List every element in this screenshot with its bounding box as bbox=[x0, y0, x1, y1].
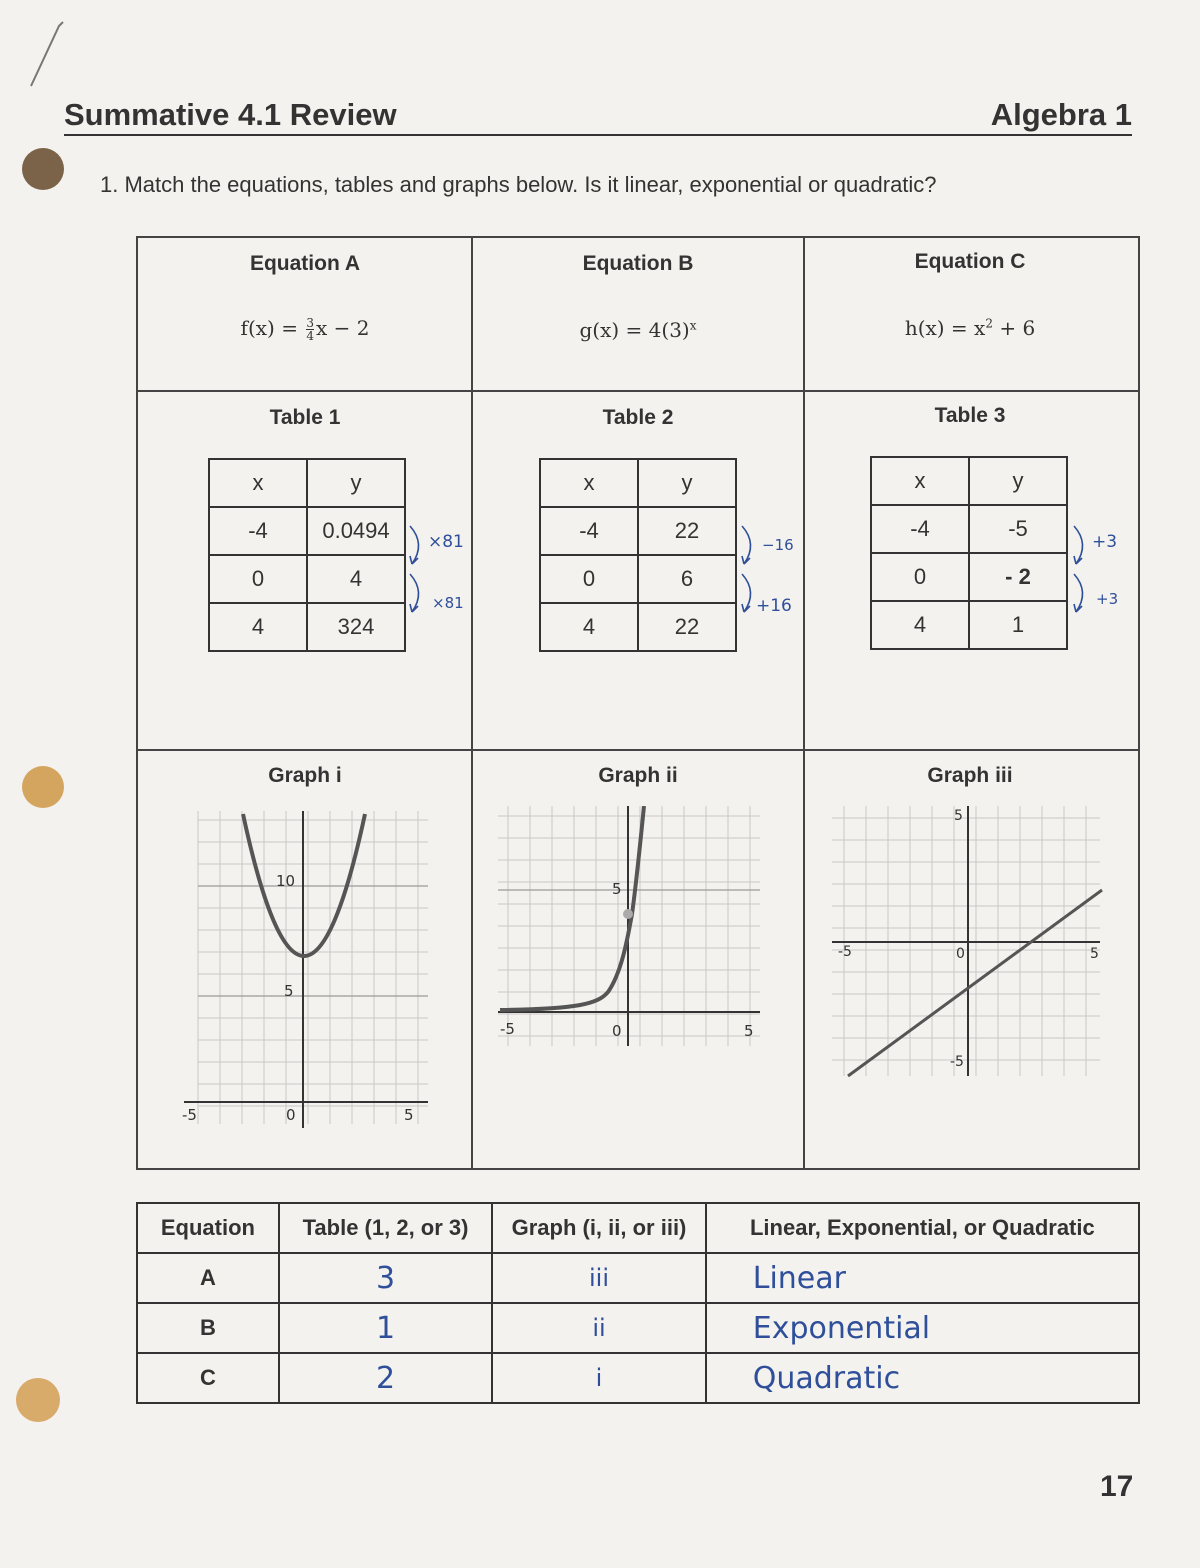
answer-graph[interactable]: iii bbox=[492, 1253, 705, 1303]
equation-b-exponent: x bbox=[689, 318, 697, 333]
table-header-y: y bbox=[969, 457, 1067, 505]
answers-header-graph: Graph (i, ii, or iii) bbox=[492, 1203, 705, 1253]
graph-iii-title: Graph iii bbox=[927, 764, 1013, 787]
table-header-y: y bbox=[638, 459, 736, 507]
table-3-title: Table 3 bbox=[934, 404, 1006, 427]
answer-table[interactable]: 1 bbox=[279, 1303, 492, 1353]
graph-i-origin: 0 bbox=[286, 1106, 296, 1124]
table-3-note-1: +3 bbox=[1092, 532, 1118, 552]
answer-graph[interactable]: i bbox=[492, 1353, 705, 1403]
table-row bbox=[137, 1253, 1139, 1303]
table-3 bbox=[870, 456, 1068, 650]
equation-c-title: Equation C bbox=[914, 250, 1026, 273]
graph-i-y-tick-a: 10 bbox=[276, 872, 296, 890]
answer-type[interactable]: Linear bbox=[706, 1253, 1139, 1303]
table-cell: 0 bbox=[540, 555, 638, 603]
equation-a-fraction bbox=[306, 317, 314, 342]
graph-i-x-max: 5 bbox=[404, 1106, 414, 1124]
table-cell: 324 bbox=[307, 603, 405, 651]
table-1-note-2: ×81 bbox=[432, 594, 464, 612]
graph-i-y-tick-b: 5 bbox=[284, 982, 294, 1000]
equation-c bbox=[803, 316, 1137, 340]
graph-ii-origin: 0 bbox=[612, 1022, 622, 1040]
graph-iii-x-max: 5 bbox=[1090, 946, 1099, 962]
equation-b bbox=[471, 318, 805, 342]
answer-graph[interactable]: ii bbox=[492, 1303, 705, 1353]
table-cell: 22 bbox=[638, 507, 736, 555]
table-cell: 4 bbox=[209, 603, 307, 651]
graph-i bbox=[178, 806, 438, 1136]
graph-iii-x-min: -5 bbox=[838, 944, 852, 960]
equation-b-title: Equation B bbox=[582, 252, 694, 275]
equation-a-title: Equation A bbox=[249, 252, 361, 275]
table-header-x: x bbox=[540, 459, 638, 507]
grid-divider bbox=[138, 390, 1138, 392]
subject-title: Algebra 1 bbox=[990, 97, 1132, 132]
table-2-note-2: +16 bbox=[756, 596, 792, 616]
answers-header-type: Linear, Exponential, or Quadratic bbox=[706, 1203, 1139, 1253]
equation-a bbox=[138, 316, 472, 342]
binder-hole-top bbox=[22, 148, 64, 190]
table-cell: - 2 bbox=[969, 553, 1067, 601]
answers-table bbox=[136, 1202, 1140, 1404]
table-header-x: x bbox=[209, 459, 307, 507]
table-row bbox=[137, 1353, 1139, 1403]
graph-ii-x-min: -5 bbox=[500, 1020, 515, 1038]
worksheet-title: Summative 4.1 Review bbox=[64, 97, 397, 132]
table-cell: 0 bbox=[871, 553, 969, 601]
table-cell: 1 bbox=[969, 601, 1067, 649]
answer-equation-label: B bbox=[137, 1303, 279, 1353]
table-3-note-2: +3 bbox=[1096, 590, 1119, 608]
binder-hole-middle bbox=[22, 766, 64, 808]
answer-equation-label: A bbox=[137, 1253, 279, 1303]
pencil-mark bbox=[25, 20, 71, 90]
table-row bbox=[137, 1303, 1139, 1353]
table-cell: 0 bbox=[209, 555, 307, 603]
table-1-note-1: ×81 bbox=[428, 532, 464, 552]
table-2-note-1: −16 bbox=[762, 536, 794, 554]
matching-grid bbox=[136, 236, 1140, 1170]
equation-b-text: g(x) = 4(3) bbox=[579, 318, 690, 342]
equation-c-text: h(x) = x bbox=[904, 316, 986, 340]
answer-type[interactable]: Quadratic bbox=[706, 1353, 1139, 1403]
graph-iii bbox=[832, 806, 1104, 1078]
grid-divider bbox=[471, 238, 473, 1168]
table-2 bbox=[539, 458, 737, 652]
table-cell: 4 bbox=[871, 601, 969, 649]
fraction-numerator: 3 bbox=[306, 316, 314, 330]
table-cell: -4 bbox=[540, 507, 638, 555]
answer-table[interactable]: 2 bbox=[279, 1353, 492, 1403]
answers-header-table: Table (1, 2, or 3) bbox=[279, 1203, 492, 1253]
table-cell: 6 bbox=[638, 555, 736, 603]
question-1: 1. Match the equations, tables and graphs below. Is it linear, exponential or quadratic? bbox=[100, 172, 937, 197]
table-1-title: Table 1 bbox=[269, 406, 341, 429]
table-cell: 0.0494 bbox=[307, 507, 405, 555]
equation-a-lhs: f(x) = bbox=[240, 316, 305, 340]
answers-header-equation: Equation bbox=[137, 1203, 279, 1253]
answer-equation-label: C bbox=[137, 1353, 279, 1403]
graph-iii-y-max: 5 bbox=[954, 808, 963, 824]
graph-ii-x-max: 5 bbox=[744, 1022, 754, 1040]
grid-divider bbox=[803, 238, 805, 1168]
answer-table[interactable]: 3 bbox=[279, 1253, 492, 1303]
table-header-x: x bbox=[871, 457, 969, 505]
graph-ii bbox=[498, 806, 768, 1056]
graph-i-title: Graph i bbox=[268, 764, 342, 787]
table-cell: -4 bbox=[209, 507, 307, 555]
equation-a-rhs: x − 2 bbox=[315, 316, 370, 340]
table-cell: 22 bbox=[638, 603, 736, 651]
equation-c-exponent: 2 bbox=[985, 316, 993, 331]
table-1 bbox=[208, 458, 406, 652]
graph-ii-y-tick: 5 bbox=[612, 880, 622, 898]
graph-iii-origin: 0 bbox=[956, 946, 965, 962]
page-header bbox=[64, 98, 1132, 136]
graph-ii-title: Graph ii bbox=[598, 764, 678, 787]
graph-i-x-min: -5 bbox=[182, 1106, 197, 1124]
table-cell: -5 bbox=[969, 505, 1067, 553]
page-number: 17 bbox=[1100, 1470, 1134, 1503]
table-cell: 4 bbox=[540, 603, 638, 651]
table-2-title: Table 2 bbox=[602, 406, 674, 429]
grid-divider bbox=[138, 749, 1138, 751]
table-cell: -4 bbox=[871, 505, 969, 553]
table-header-y: y bbox=[307, 459, 405, 507]
equation-c-tail: + 6 bbox=[992, 316, 1036, 340]
table-cell: 4 bbox=[307, 555, 405, 603]
answer-type[interactable]: Exponential bbox=[706, 1303, 1139, 1353]
fraction-denominator: 4 bbox=[306, 329, 314, 343]
binder-hole-bottom bbox=[16, 1378, 60, 1422]
graph-iii-y-min: -5 bbox=[950, 1054, 964, 1070]
